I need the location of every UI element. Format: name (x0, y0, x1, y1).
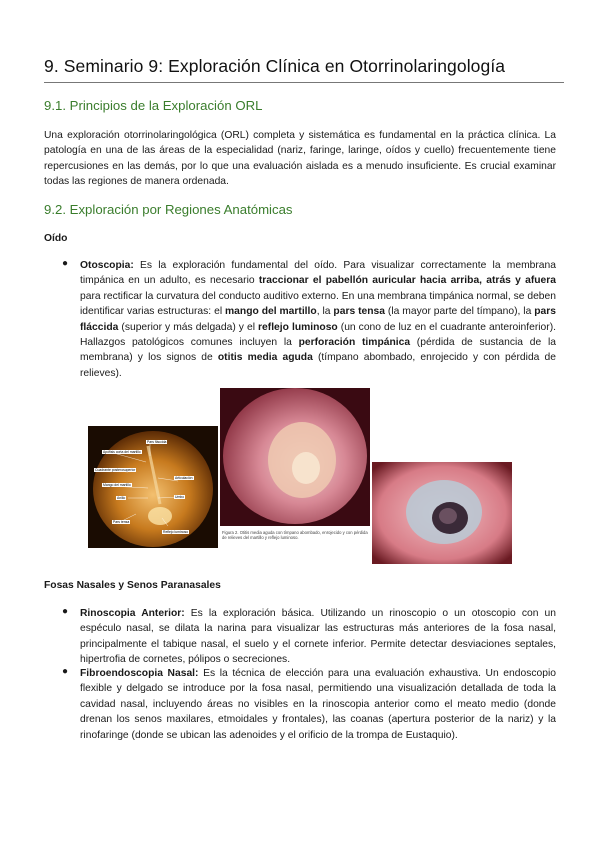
principios-paragraph: Una exploración otorrinolaringológica (ORL) completa y sistemática es fundamental en la práctica clínica. La patología en una de las áreas de la especialidad (nariz, faringe, laringe, oídos y cuello) frecuentemente tiene repercusiones en las demás, por lo que una evaluación aislada es a menudo insuficiente. Es crucial examinar todas las regiones de manera ordenada. (44, 130, 556, 188)
section-heading-principios: 9.1. Principios de la Exploración ORL (44, 98, 263, 113)
bullet-icon: ● (62, 666, 69, 677)
figure-label: Reflejo luminoso (163, 530, 189, 534)
figure-label: Anillo (117, 496, 126, 500)
subheading-oido: Oído (44, 233, 68, 244)
otitis-media-image (220, 388, 370, 526)
perforation-image (372, 462, 512, 564)
otitis-illustration (220, 388, 370, 526)
bullet-icon: ● (62, 606, 69, 617)
figure-label: Cuadrante posterosuperior (95, 468, 136, 472)
bullet-icon: ● (62, 258, 69, 269)
figure-label: Pars tensa (113, 520, 130, 524)
fibroendoscopia-text: Fibroendoscopia Nasal: Es la técnica de elección para una evaluación exhaustiva. Un endoscopio flexible y delgado se introduce por la fosa nasal, permitiendo una visualización detallada de toda la cavidad nasal, incluyendo áreas no visibles en la rinoscopia anterior como el meato medio (donde drenan los senos maxilares, etmoidales y frontales), las coanas (apertura posterior de la nariz) y la rinofaringe (donde se ubican las adenoides y el orificio de la trompa de Eustaquio). (80, 668, 556, 741)
otoscopy-labelled-image (88, 426, 218, 548)
figure-label: Apófisis corta del martillo (103, 450, 141, 454)
figure-caption: Figura 2. Otitis media aguda con tímpano abombado, enrojecido y con pérdida de relieves del martillo y reflejo luminoso. (222, 530, 368, 541)
figure-label: Articulación (175, 476, 193, 480)
rinoscopia-text: Rinoscopia Anterior: Es la exploración básica. Utilizando un rinoscopio o un otoscopio con un espéculo nasal, se dilata la narina para visualizar las estructuras más anteriores de la fosa nasal, principalmente el tabique nasal, el suelo y el cornete inferior. Permite detectar desviaciones septales, hipertrofia de cornetes, pólipos o secreciones. (80, 608, 557, 666)
figure-label: Pars fláccida (147, 440, 167, 444)
section-heading-regiones: 9.2. Exploración por Regiones Anatómicas (44, 202, 293, 217)
subheading-fosas-nasales: Fosas Nasales y Senos Paranasales (44, 580, 221, 591)
otoscopia-text: Otoscopia: Es la exploración fundamental del oído. Para visualizar correctamente la membrana timpánica en un adulto, es necesario traccionar el pabellón auricular hacia arriba, atrás y afuera para rectificar la curvatura del conducto auditivo externo. En una membrana timpánica normal, se deben identificar varias estructuras: el mango del martillo, la pars tensa (la mayor parte del tímpano), la pars fláccida (superior y más delgada) y el reflejo luminoso (un cono de luz en el cuadrante anteroinferior). Hallazgos patológicos comunes incluyen la perforación timpánica (pérdida de sustancia de la membrana) y los signos de otitis media aguda (tímpano abombado, enrojecido y con pérdida de relieves). (80, 260, 557, 379)
figure-label: Umbo (175, 495, 185, 499)
figure-label: Mango del martillo (103, 483, 131, 487)
eardrum-illustration (88, 426, 218, 548)
perforation-illustration (372, 462, 512, 564)
page-title: 9. Seminario 9: Exploración Clínica en Otorrinolaringología (44, 56, 564, 83)
